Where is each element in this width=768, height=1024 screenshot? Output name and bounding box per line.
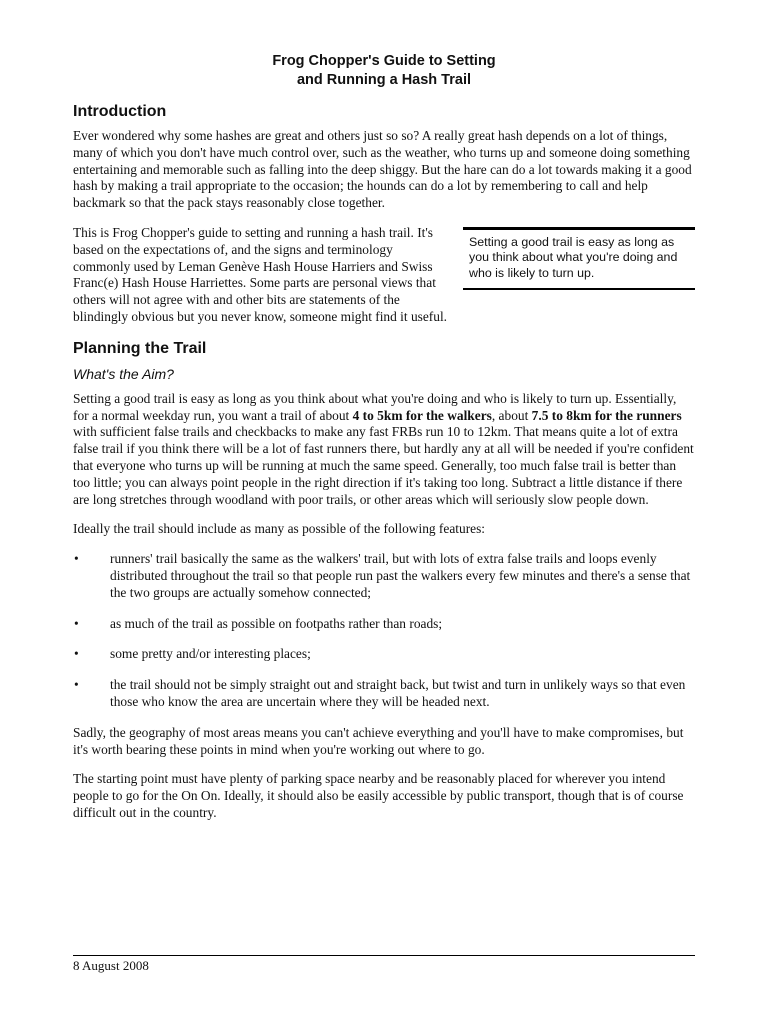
- list-item-text: the trail should not be simply straight out and straight back, but twist and turn in unlikely ways so that even those who know the area are uncertain where they will be headed next.: [110, 677, 686, 709]
- bullet-icon: •: [74, 551, 79, 567]
- document-title: [73, 52, 695, 90]
- planning-paragraph-4: The starting point must have plenty of parking space nearby and be reasonably placed for wherever you intend people to go for the On On. Ideally, it should also be easily accessible by public transport, though that is of course difficult out in the country.: [73, 771, 684, 820]
- footer-date: 8 August 2008: [73, 958, 149, 973]
- heading-introduction: Introduction: [73, 103, 167, 120]
- planning-paragraph-3: Sadly, the geography of most areas means you can't achieve everything and you'll have to make compromises, but it's worth bearing these points in mind when you're working out where to go.: [73, 724, 684, 757]
- list-item-text: as much of the trail as possible on footpaths rather than roads;: [110, 615, 443, 631]
- intro-paragraph-1: Ever wondered why some hashes are great and others just so so? A really great hash depends on a lot of things, many of which you don't have much control over, such as the weather, who turns up and someone doing something entertaining and memorable such as falling into the deep shiggy. But the hare can do a lot towards making it a good hash by making a trail appropriate to the occasion; the hounds can do a lot by remembering to call and help backmark so that the pack stays reasonably close together.: [73, 128, 692, 211]
- walkers-distance: 4 to 5km for the walkers: [352, 407, 492, 423]
- bullet-icon: •: [74, 646, 79, 662]
- list-item: [73, 616, 695, 633]
- planning-paragraph-2: Ideally the trail should include as many as possible of the following features:: [73, 521, 486, 537]
- list-item-text: some pretty and/or interesting places;: [110, 646, 311, 662]
- planning-p1-text-a: Setting a good trail is easy as long as you think about what you're doing and who is likely to turn up. Essentially, for a normal weekday run, you want a trail of about: [73, 390, 677, 423]
- page-footer: [73, 955, 695, 974]
- list-item: [73, 551, 695, 601]
- planning-p1-text-c: , about: [491, 407, 532, 423]
- list-item-text: runners' trail basically the same as the walkers' trail, but with lots of extra false trails and loops evenly distributed throughout the trail so that people run past the walkers every few minutes and there's a sense that the two groups are actually somehow connected;: [110, 551, 691, 600]
- subheading-whats-the-aim: What's the Aim?: [73, 365, 174, 382]
- heading-planning-the-trail: Planning the Trail: [73, 339, 207, 357]
- features-list: [73, 551, 695, 711]
- list-item: [73, 677, 695, 711]
- planning-paragraph-1: [73, 391, 695, 509]
- title-line-1: Frog Chopper's Guide to Setting: [272, 53, 496, 69]
- runners-distance: 7.5 to 8km for the runners: [531, 407, 682, 423]
- bullet-icon: •: [74, 615, 79, 631]
- list-item: [73, 646, 695, 663]
- planning-p1-text-e: with sufficient false trails and checkbacks to make any fast FRBs run 10 to 12km. That means quite a lot of extra false trail if you think there will be a lot of fast runners there, but hardly any at all will be needed if you're confident that everyone who turns up will be running at much the same speed. Generally, too much false trail is better than too little; you can always point people in the right direction if it's taking too long. Subtract a little distance if there are long stretches through woodland with poor trails, or other areas which will seriously slow people down.: [73, 424, 694, 507]
- intro-paragraph-2: This is Frog Chopper's guide to setting and running a hash trail. It's based on the expectations of, and the signs and terminology commonly used by Leman Genève Hash House Harriers and Swiss Franc(e) Hash House Harriettes. Some parts are personal views that others will not agree with and other bits are statements of the blindingly obvious but you never know, someone might find it useful.: [73, 224, 448, 324]
- pull-quote: Setting a good trail is easy as long as you think about what you're doing and who is likely to turn up.: [463, 227, 695, 291]
- document-page: [73, 52, 695, 835]
- bullet-icon: •: [74, 677, 79, 693]
- title-line-2: and Running a Hash Trail: [296, 72, 472, 88]
